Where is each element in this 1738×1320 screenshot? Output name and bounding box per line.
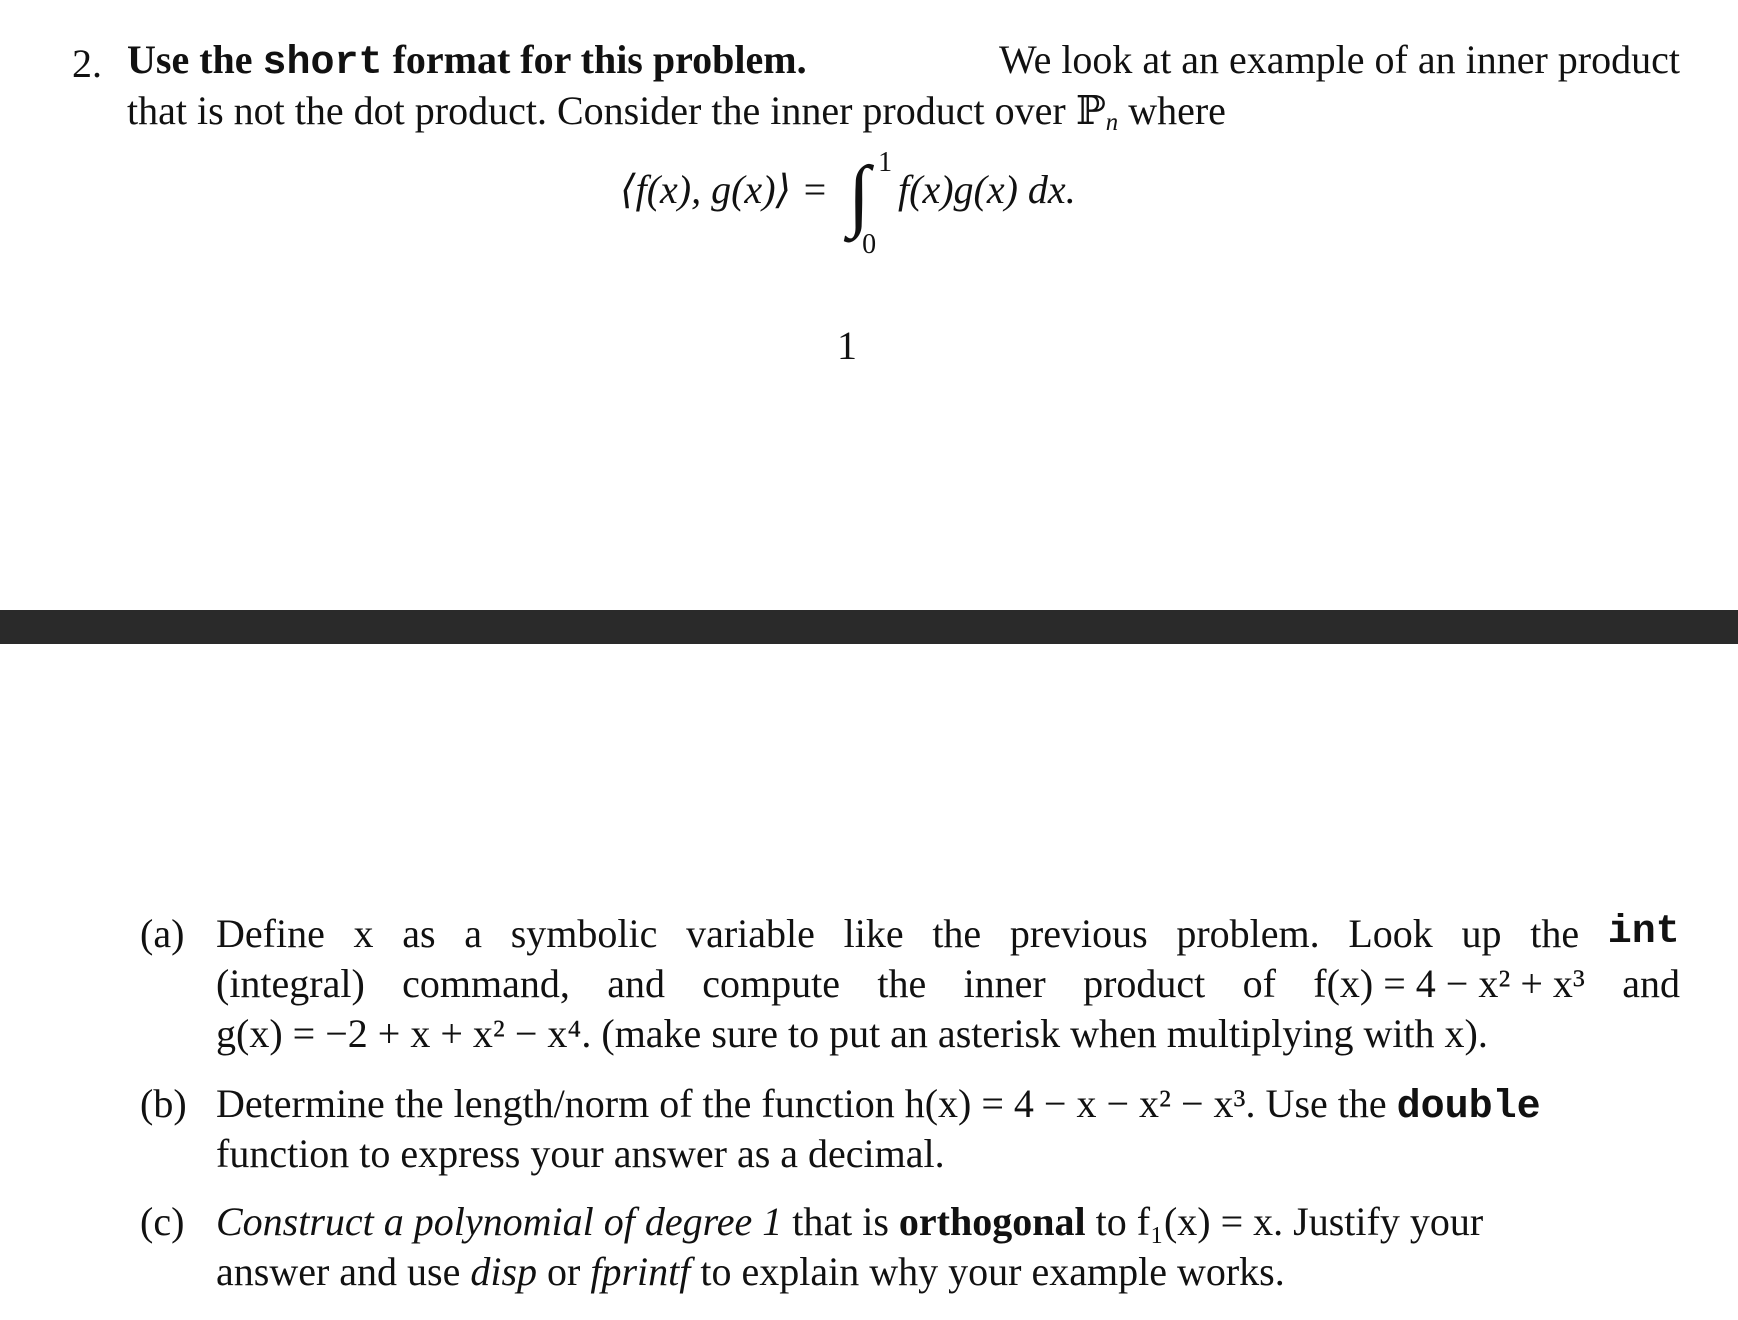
part-a-line-3: g(x) = −2 + x + x² − x⁴. (make sure to put an asterisk when multiplying with x).	[216, 1011, 1488, 1056]
part-c-line-1: Construct a polynomial of degree 1 that is orthogonal to f₁(x) = x. Justify your	[216, 1199, 1484, 1244]
word: the	[1530, 911, 1580, 956]
word: and	[607, 961, 665, 1006]
word: as	[402, 911, 436, 956]
word: Look	[1348, 911, 1433, 956]
equation-rhs: f(x)g(x) dx.	[898, 167, 1076, 212]
word: the	[932, 911, 982, 956]
problem-intro-line-1	[127, 37, 1680, 86]
word: (integral)	[216, 961, 365, 1006]
disp-command: disp	[470, 1249, 538, 1294]
instruction-bold: Use the short format for this problem.	[127, 37, 807, 86]
part-b-line-1: Determine the length/norm of the function h(x) = 4 − x − x² − x³. Use the double	[216, 1081, 1541, 1130]
polynomial-space-symbol: ℙ$_n$	[1075, 88, 1119, 137]
equation-lhs: ⟨f(x), g(x)⟩ =	[620, 167, 829, 212]
problem-number: 2.	[72, 41, 102, 86]
intro-text: We look at an example of an inner product	[999, 37, 1680, 82]
word: of	[1242, 961, 1276, 1006]
page-number: 1	[837, 323, 857, 368]
word: previous	[1009, 911, 1148, 956]
word: and	[1622, 961, 1680, 1006]
word: int	[1607, 910, 1680, 955]
part-a-line-1	[216, 910, 1680, 957]
integral-lower-limit: 0	[862, 229, 877, 260]
integral-upper-limit: 1	[878, 147, 893, 178]
part-a-label: (a)	[140, 911, 185, 956]
inner-product-equation	[620, 147, 1076, 260]
fprintf-command: fprintf	[590, 1249, 691, 1294]
part-b-line-2: function to express your answer as a decimal.	[216, 1131, 945, 1176]
part-b-label: (b)	[140, 1081, 187, 1126]
word: variable	[686, 911, 815, 956]
word: Define	[216, 911, 325, 956]
word: compute	[702, 961, 841, 1006]
part-a-line-2	[216, 960, 1680, 1007]
word: product	[1083, 961, 1206, 1006]
word: like	[843, 911, 904, 956]
word: up	[1461, 911, 1502, 956]
part-c-label: (c)	[140, 1199, 185, 1244]
word: symbolic	[510, 911, 658, 956]
word: the	[877, 961, 927, 1006]
part-c-line-2: answer and use disp or fprintf to explain why your example works.	[216, 1249, 1285, 1294]
orthogonal-emphasis: orthogonal	[898, 1199, 1086, 1244]
integral-sign: ∫ 1 0	[848, 147, 893, 260]
word: command,	[402, 961, 570, 1006]
page-divider-bar	[0, 610, 1738, 644]
word: a	[464, 911, 483, 956]
double-command: double	[1396, 1085, 1541, 1130]
problem-intro-line-2: that is not the dot product. Consider the inner product over ℙ$_n$ where	[127, 88, 1226, 137]
word: problem.	[1176, 911, 1320, 956]
word: inner	[963, 961, 1046, 1006]
word: f(x) = 4 − x² + x³	[1313, 961, 1585, 1006]
word: x	[353, 911, 374, 956]
